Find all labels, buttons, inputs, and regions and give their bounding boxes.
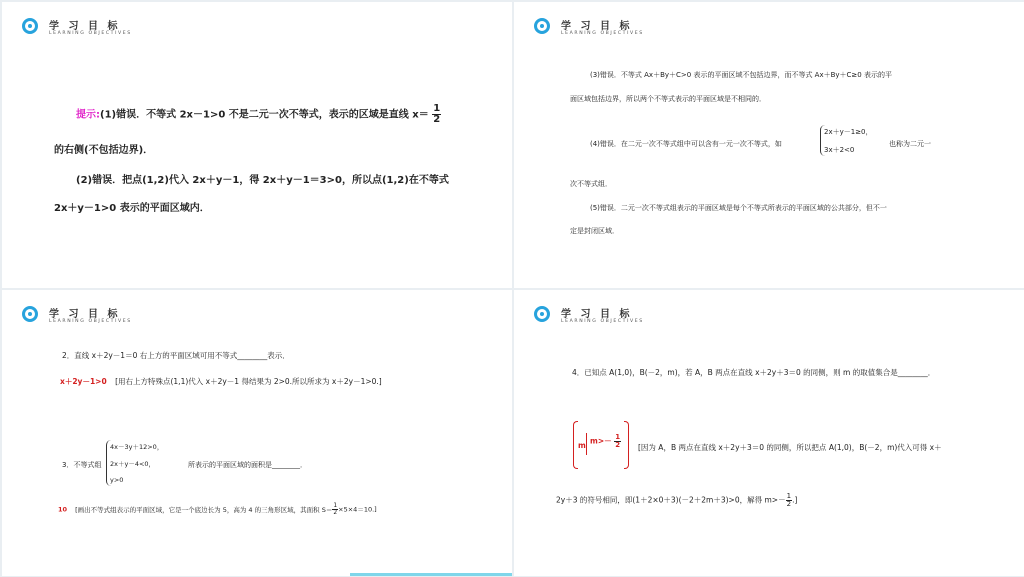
answer-m: m (578, 441, 586, 450)
text-line-1: (3)错误．不等式 Ax＋By＋C>0 表示的平面区域不包括边界，而不等式 Ax＋By＋C≥0 表示的平 (590, 71, 892, 79)
explanation-3b: ×5×4＝10.] (338, 505, 377, 514)
explanation-3a: [画出不等式组表示的平面区域，它是一个底边长为 5，高为 4 的三角形区域，其面积 S＝ (75, 505, 333, 514)
slide-4 (514, 290, 1024, 576)
fraction (432, 104, 441, 125)
hint-text-1: (1)错误．不等式 2x－1>0 不是二元一次不等式，表示的区域是直线 x＝ (100, 109, 429, 121)
answer-divider (586, 433, 587, 455)
answer-right-brace (624, 421, 629, 469)
answer-condition: m>－ (590, 436, 612, 446)
header-title: 学 习 目 标 (561, 21, 633, 32)
system-ineq-1: 2x＋y－1≥0， (824, 128, 873, 136)
fraction (614, 434, 621, 449)
explanation-4a: [因为 A，B 两点在直线 x＋2y＋3＝0 的同侧，所以把点 A(1,0)，B(－2，m)代入可得 x＋ (638, 443, 942, 452)
text-line-2: 面区域包括边界，所以两个不等式表示的平面区域是不相同的． (570, 95, 766, 103)
answer-3: 10 (58, 505, 68, 514)
answer-condition-line (590, 434, 621, 449)
question-3a: 3．不等式组 (62, 461, 102, 469)
fraction-denominator: 2 (333, 509, 338, 516)
header-subtitle: LEARNING OBJECTIVES (49, 319, 132, 324)
fraction-denominator: 2 (786, 500, 792, 508)
system-ineq-3: y>0 (110, 476, 124, 484)
target-logo-icon (22, 306, 38, 322)
text-line-3a: (4)错误．在二元一次不等式组中可以含有一元一次不等式，如 (590, 140, 782, 148)
text-line-4: 次不等式组． (570, 180, 612, 188)
header-subtitle: LEARNING OBJECTIVES (561, 319, 644, 324)
explanation-4c: .] (792, 495, 798, 505)
slide-1 (2, 2, 512, 288)
answer-2-line (60, 376, 382, 387)
hint-line-1 (76, 104, 441, 125)
explanation-4b: 2y＋3 的符号相同，即(1＋2×0＋3)(－2＋2m＋3)>0，解得 m>－ (556, 495, 786, 505)
text-line-5: (5)错误．二元一次不等式组表示的平面区域是每个不等式所表示的平面区域的公共部分，但不一 (590, 204, 887, 212)
target-logo-icon (534, 18, 550, 34)
question-4: 4．已知点 A(1,0)，B(－2，m)，若 A，B 两点在直线 x＋2y＋3＝0 的同侧，则 m 的取值集合是________． (572, 368, 936, 377)
explanation-2: [用右上方特殊点(1,1)代入 x＋2y－1 得结果为 2>0.所以所求为 x＋2y－1>0.] (115, 377, 382, 386)
fraction-numerator: 1 (333, 502, 338, 509)
fraction-denominator: 2 (615, 441, 621, 449)
fraction-numerator: 1 (615, 433, 621, 441)
header-subtitle: LEARNING OBJECTIVES (561, 31, 644, 36)
hint-line-2: 的右侧(不包括边界)． (54, 145, 154, 156)
system-ineq-2: 3x＋2<0 (824, 146, 855, 154)
answer-3-line (58, 503, 377, 516)
header-title: 学 习 目 标 (49, 21, 121, 32)
target-logo-icon (22, 18, 38, 34)
system-ineq-2: 2x＋y－4<0， (110, 460, 156, 468)
fraction-numerator: 1 (786, 492, 792, 500)
slide-3 (2, 290, 512, 576)
answer-2: x＋2y－1>0 (60, 377, 107, 386)
header-title: 学 习 目 标 (561, 309, 633, 320)
system-ineq-1: 4x－3y＋12>0， (110, 443, 164, 451)
header-subtitle: LEARNING OBJECTIVES (49, 31, 132, 36)
hint-line-3: (2)错误．把点(1,2)代入 2x＋y－1，得 2x＋y－1＝3>0，所以点(1,2)在不等式 (76, 175, 449, 186)
fraction-denominator: 2 (433, 114, 441, 125)
question-3b: 所表示的平面区域的面积是________． (188, 461, 307, 469)
hint-label: 提示: (76, 109, 100, 121)
fraction-numerator: 1 (433, 103, 441, 114)
target-logo-icon (534, 306, 550, 322)
question-2: 2．直线 x＋2y－1＝0 右上方的平面区域可用不等式________表示． (62, 351, 290, 360)
hint-line-4: 2x＋y－1>0 表示的平面区域内． (54, 203, 210, 214)
header-title: 学 习 目 标 (49, 309, 121, 320)
text-line-6: 定是封闭区域． (570, 227, 619, 235)
slide-2 (514, 2, 1024, 288)
explanation-4b-line (556, 493, 797, 508)
progress-bar (350, 573, 512, 576)
text-line-3b: 也称为二元一 (889, 140, 931, 148)
